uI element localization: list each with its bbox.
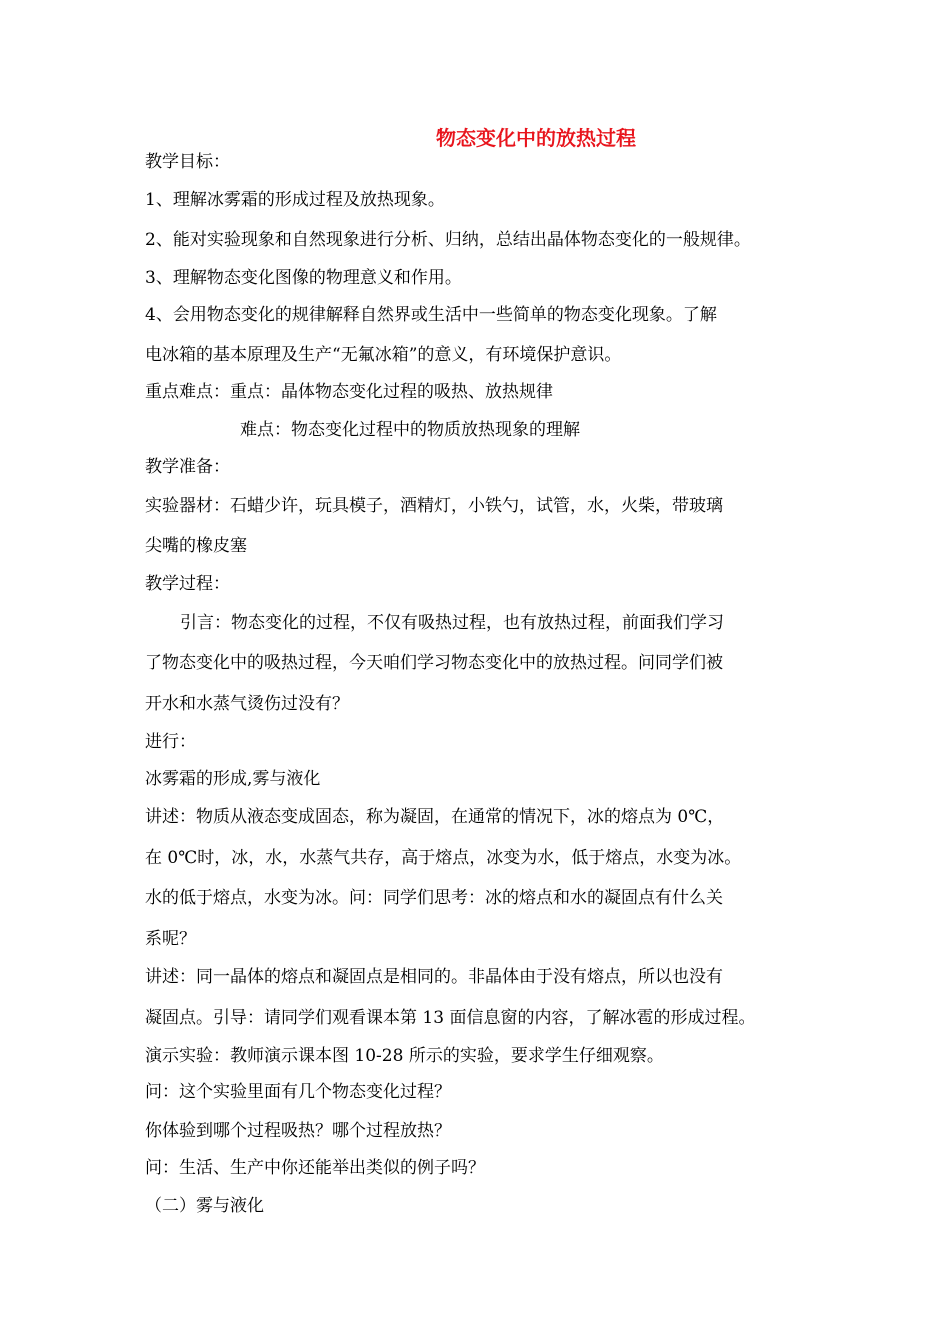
question-1: 问：这个实验里面有几个物态变化过程？ — [145, 1082, 451, 1102]
narrative-line-6: 凝固点。引导：请同学们观看课本第 13 面信息窗的内容，了解冰雹的形成过程。 — [145, 1008, 756, 1028]
teaching-prep-heading: 教学准备： — [145, 457, 230, 477]
question-2: 你体验到哪个过程吸热？哪个过程放热？ — [145, 1121, 451, 1141]
narrative-line-3: 水的低于熔点，水变为冰。问：同学们思考：冰的熔点和水的凝固点有什么关 — [145, 888, 723, 908]
goal-1: 1、理解冰雾霜的形成过程及放热现象。 — [145, 190, 445, 210]
equipment-line-2: 尖嘴的橡皮塞 — [145, 536, 247, 556]
document-title: 物态变化中的放热过程 — [436, 126, 636, 150]
narrative-line-5: 讲述：同一晶体的熔点和凝固点是相同的。非晶体由于没有熔点，所以也没有 — [145, 967, 723, 987]
teaching-process-heading: 教学过程： — [145, 574, 230, 594]
key-points: 重点难点：重点：晶体物态变化过程的吸热、放热规律 — [145, 382, 553, 402]
narrative-line-1: 讲述：物质从液态变成固态，称为凝固，在通常的情况下，冰的熔点为 0℃， — [145, 807, 725, 827]
intro-line-1: 引言：物态变化的过程，不仅有吸热过程，也有放热过程，前面我们学习 — [180, 613, 724, 633]
equipment-line-1: 实验器材：石蜡少许，玩具模子，酒精灯，小铁勺，试管，水，火柴，带玻璃 — [145, 496, 723, 516]
proceed-heading: 进行： — [145, 732, 196, 752]
goal-3: 3、理解物态变化图像的物理意义和作用。 — [145, 268, 462, 288]
narrative-line-4: 系呢？ — [145, 929, 196, 949]
goal-4-line-2: 电冰箱的基本原理及生产“无氟冰箱”的意义，有环境保护意识。 — [145, 345, 622, 365]
subsection-heading: （二）雾与液化 — [145, 1196, 264, 1216]
goal-4-line-1: 4、会用物态变化的规律解释自然界或生活中一些简单的物态变化现象。了解 — [145, 305, 717, 325]
intro-line-2: 了物态变化中的吸热过程，今天咱们学习物态变化中的放热过程。问同学们被 — [145, 653, 723, 673]
goal-2: 2、能对实验现象和自然现象进行分析、归纳，总结出晶体物态变化的一般规律。 — [145, 230, 751, 250]
difficult-points: 难点：物态变化过程中的物质放热现象的理解 — [240, 420, 580, 440]
demo-experiment: 演示实验：教师演示课本图 10-28 所示的实验，要求学生仔细观察。 — [145, 1046, 664, 1066]
intro-line-3: 开水和水蒸气烫伤过没有？ — [145, 694, 349, 714]
teaching-goals-heading: 教学目标： — [145, 152, 230, 172]
section-heading: 冰雾霜的形成,雾与液化 — [145, 769, 321, 789]
question-3: 问：生活、生产中你还能举出类似的例子吗？ — [145, 1158, 485, 1178]
narrative-line-2: 在 0℃时，冰，水，水蒸气共存，高于熔点，冰变为水，低于熔点，水变为冰。 — [145, 848, 742, 868]
